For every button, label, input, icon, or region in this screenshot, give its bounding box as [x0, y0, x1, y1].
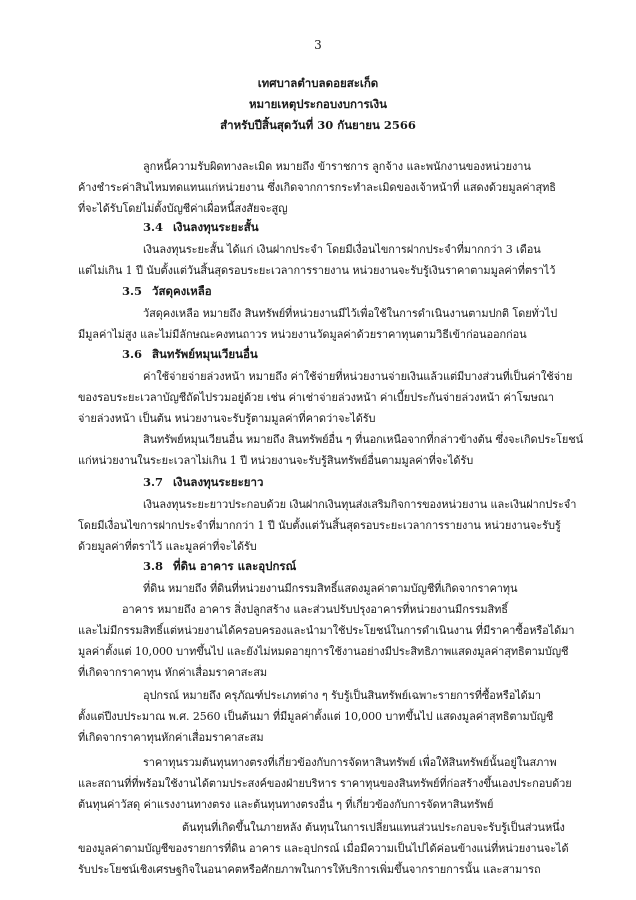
paragraph-line: ตั้งแต่ปีงบประมาณ พ.ศ. 2560 เป็นต้นมา ที่มีมูลค่าตั้งแต่ 10,000 บาทขึ้นไป แสดงมูลค่าสุทธิตามบัญชี [78, 710, 554, 723]
paragraph-line: และสถานที่ที่พร้อมใช้งานได้ตามประสงค์ของฝ่ายบริหาร ราคาทุนของสินทรัพย์ที่ก่อสร้างขึ้นเองประกอบด้วย [78, 777, 572, 790]
section-number: 3.6 [122, 347, 143, 361]
section-number: 3.8 [143, 559, 164, 573]
section-heading-3-5 [122, 283, 212, 301]
document-title: หมายเหตุประกอบงบการเงิน [248, 97, 388, 111]
paragraph-line: ที่จะได้รับโดยไม่ตั้งบัญชีค่าเผื่อหนี้สงสัยจะสูญ [78, 202, 288, 215]
period-title: สำหรับปีสิ้นสุดวันที่ 30 กันยายน 2566 [220, 118, 416, 132]
paragraph-line: รับประโยชน์เชิงเศรษฐกิจในอนาคตหรือศักยภาพในการให้บริการเพิ่มขึ้นจากรายการนั้น และสามารถ [78, 863, 541, 876]
page-number: 3 [314, 38, 322, 52]
paragraph-line: ต้นทุนค่าวัสดุ ค่าแรงงานทางตรง และต้นทุนทางตรงอื่น ๆ ที่เกี่ยวข้องกับการจัดหาสินทรัพย์ [78, 798, 494, 811]
org-title: เทศบาลตำบลดอยสะเก็ด [257, 76, 379, 90]
section-title: วัสดุคงเหลือ [152, 284, 212, 298]
section-number: 3.4 [143, 220, 164, 234]
paragraph-line: จ่ายล่วงหน้า เป็นต้น หน่วยงานจะรับรู้ตามมูลค่าที่คาดว่าจะได้รับ [78, 412, 376, 425]
paragraph-line: ต้นทุนที่เกิดขึ้นในภายหลัง ต้นทุนในการเปลี่ยนแทนส่วนประกอบจะรับรู้เป็นส่วนหนึ่ง [182, 821, 565, 834]
paragraph-line: วัสดุคงเหลือ หมายถึง สินทรัพย์ที่หน่วยงานมีไว้เพื่อใช้ในการดำเนินงานตามปกติ โดยทั่วไป [143, 307, 558, 320]
section-title: สินทรัพย์หมุนเวียนอื่น [152, 347, 258, 361]
paragraph-line: เงินลงทุนระยะยาวประกอบด้วย เงินฝากเงินทุนส่งเสริมกิจการของหน่วยงาน และเงินฝากประจำ [143, 498, 577, 511]
paragraph-line: ค่าใช้จ่ายจ่ายล่วงหน้า หมายถึง ค่าใช้จ่ายที่หน่วยงานจ่ายเงินแล้วแต่มีบางส่วนที่เป็นค่าใช้จ่าย [143, 370, 573, 383]
paragraph-line: สินทรัพย์หมุนเวียนอื่น หมายถึง สินทรัพย์อื่น ๆ ที่นอกเหนือจากที่กล่าวข้างต้น ซึ่งจะเกิดประโยชน์ [143, 433, 583, 446]
paragraph-line: ลูกหนี้ความรับผิดทางละเมิด หมายถึง ข้าราชการ ลูกจ้าง และพนักงานของหน่วยงาน [143, 160, 531, 173]
section-title: เงินลงทุนระยะยาว [173, 475, 264, 489]
paragraph-line: แก่หน่วยงานในระยะเวลาไม่เกิน 1 ปี หน่วยงานจะรับรู้สินทรัพย์อื่นตามมูลค่าที่จะได้รับ [78, 454, 474, 467]
section-heading-3-7 [143, 474, 263, 492]
section-title: ที่ดิน อาคาร และอุปกรณ์ [173, 559, 297, 573]
paragraph-line: ของมูลค่าตามบัญชีของรายการที่ดิน อาคาร และอุปกรณ์ เมื่อมีความเป็นไปได้ค่อนข้างแน่ที่หน่วยงานจะได้ [78, 842, 569, 855]
paragraph-line: ที่ดิน หมายถึง ที่ดินที่หน่วยงานมีกรรมสิทธิ์แสดงมูลค่าตามบัญชีที่เกิดจากราคาทุน [143, 582, 518, 595]
paragraph-line: ค้างชำระค่าสินไหมทดแทนแก่หน่วยงาน ซึ่งเกิดจากการกระทำละเมิดของเจ้าหน้าที่ แสดงด้วยมูลค่าสุทธิ [78, 181, 556, 194]
section-heading-3-6 [122, 346, 258, 364]
paragraph-line: มีมูลค่าไม่สูง และไม่มีลักษณะคงทนถาวร หน่วยงานวัดมูลค่าด้วยราคาทุนตามวิธีเข้าก่อนออกก่อน [78, 328, 527, 341]
paragraph-line: ราคาทุนรวมต้นทุนทางตรงที่เกี่ยวข้องกับการจัดหาสินทรัพย์ เพื่อให้สินทรัพย์นั้นอยู่ในสภาพ [143, 756, 557, 769]
paragraph-line: ที่เกิดจากราคาทุนหักค่าเสื่อมราคาสะสม [78, 731, 264, 744]
section-heading-3-8 [143, 558, 296, 576]
paragraph-line: แต่ไม่เกิน 1 ปี นับตั้งแต่วันสิ้นสุดรอบระยะเวลาการรายงาน หน่วยงานจะรับรู้เงินราคาตามมูลค่าที่ตราไว้ [78, 264, 556, 277]
paragraph-line: เงินลงทุนระยะสั้น ได้แก่ เงินฝากประจำ โดยมีเงื่อนไขการฝากประจำที่มากกว่า 3 เดือน [143, 243, 541, 256]
paragraph-line: มูลค่าตั้งแต่ 10,000 บาทขึ้นไป และยังไม่หมดอายุการใช้งานอย่างมีประสิทธิภาพแสดงมูลค่าสุทธิตามบัญชี [78, 645, 569, 658]
paragraph-line: ด้วยมูลค่าที่ตราไว้ และมูลค่าที่จะได้รับ [78, 540, 257, 553]
section-number: 3.5 [122, 284, 143, 298]
paragraph-line: โดยมีเงื่อนไขการฝากประจำที่มากกว่า 1 ปี นับตั้งแต่วันสิ้นสุดรอบระยะเวลาการรายงาน หน่วยงานจะรับรู้ [78, 519, 561, 532]
paragraph-line: อุปกรณ์ หมายถึง ครุภัณฑ์ประเภทต่าง ๆ รับรู้เป็นสินทรัพย์เฉพาะรายการที่ซื้อหรือได้มา [143, 689, 541, 702]
paragraph-line: อาคาร หมายถึง อาคาร สิ่งปลูกสร้าง และส่วนปรับปรุงอาคารที่หน่วยงานมีกรรมสิทธิ์ [122, 603, 508, 616]
paragraph-line: ที่เกิดจากราคาทุน หักค่าเสื่อมราคาสะสม [78, 666, 267, 679]
section-heading-3-4 [143, 219, 259, 237]
paragraph-line: และไม่มีกรรมสิทธิ์แต่หน่วยงานได้ครอบครองและนำมาใช้ประโยชน์ในการดำเนินงาน ที่มีราคาซื้อหรือได้มา [78, 624, 575, 637]
section-title: เงินลงทุนระยะสั้น [173, 220, 259, 234]
section-number: 3.7 [143, 475, 164, 489]
paragraph-line: ของรอบระยะเวลาบัญชีถัดไปรวมอยู่ด้วย เช่น ค่าเช่าจ่ายล่วงหน้า ค่าเบี้ยประกันจ่ายล่วงหน้า ค่าโฆษณา [78, 391, 554, 404]
